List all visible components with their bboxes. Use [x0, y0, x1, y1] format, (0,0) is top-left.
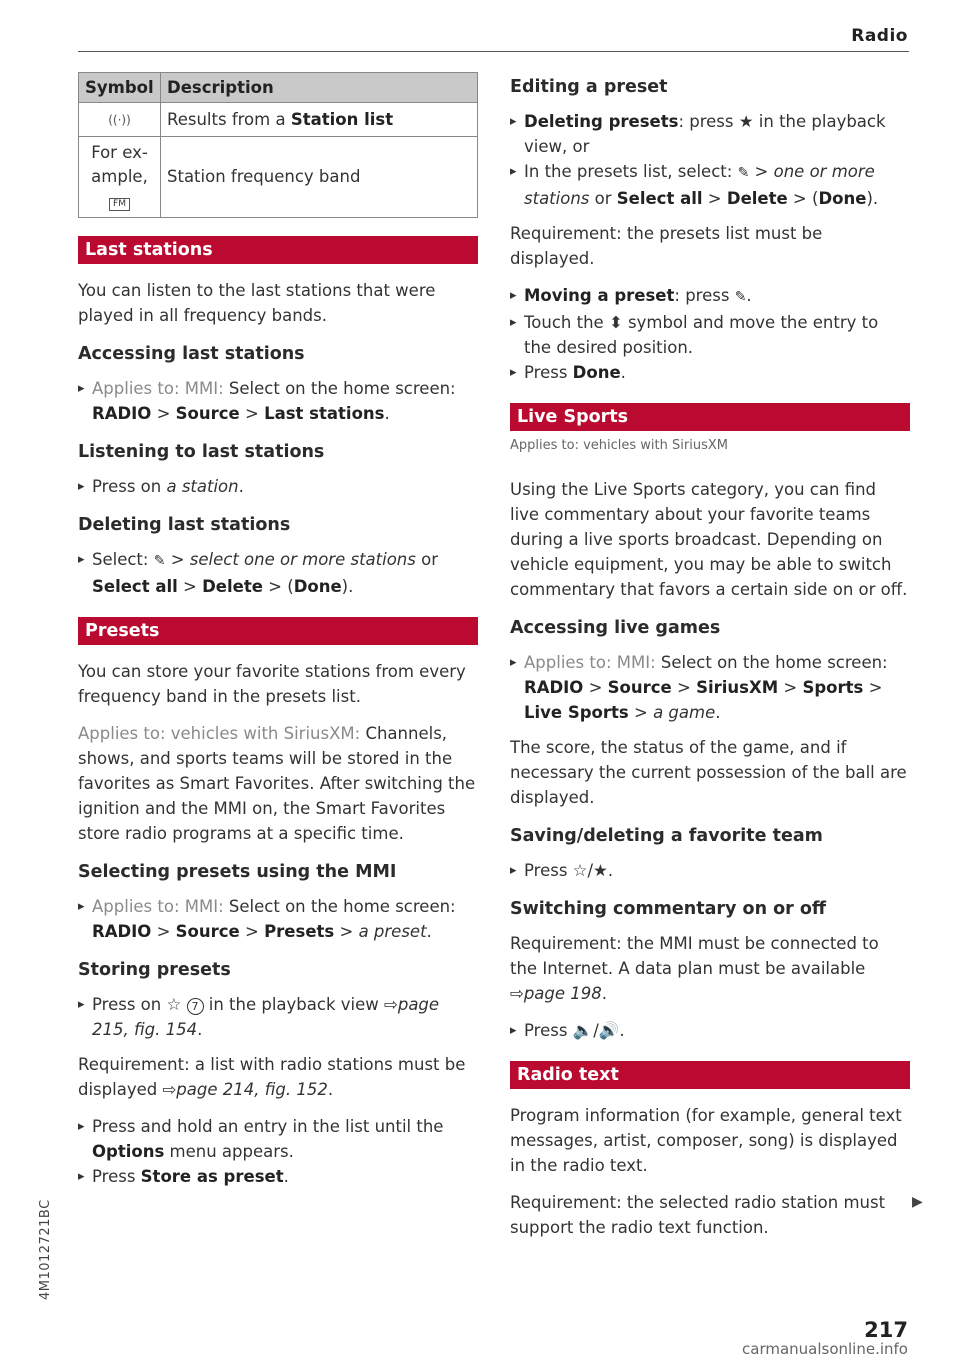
- star-filled-icon: ★: [593, 861, 608, 880]
- right-column: [510, 75, 910, 1252]
- list-item: ▸ Press on a station.: [78, 474, 478, 499]
- table-header-description: Description: [161, 73, 478, 103]
- paragraph: Requirement: the MMI must be connected to the Internet. A data plan must be available ⇨page 198.: [510, 934, 879, 1003]
- heading-accessing-live-games: Accessing live games: [510, 618, 721, 638]
- speaker-icon: 🔈: [572, 1021, 594, 1040]
- list-item: ▸ Touch the ⬍ symbol and move the entry to the desired position.: [510, 310, 910, 360]
- paragraph: Requirement: the presets list must be displayed.: [510, 224, 823, 268]
- list-item: ▸ Applies to: MMI: Select on the home screen: RADIO > Source > SiriusXM > Sports > Live Sports > a game.: [510, 650, 910, 725]
- page-number: 217: [864, 1318, 908, 1342]
- table-row: ((·)) Results from a Station list: [79, 103, 478, 137]
- paragraph: You can store your favorite stations from every frequency band in the presets list.: [78, 662, 466, 706]
- list-item: ▸ Press Done.: [510, 360, 910, 385]
- list-item: ▸ In the presets list, select: ✎ > one or more stations or Select all > Delete > (Done).: [510, 159, 910, 211]
- heading-editing-preset: Editing a preset: [510, 77, 668, 97]
- callout-number: 7: [187, 998, 204, 1015]
- list-item: ▸ Moving a preset: press ✎.: [510, 283, 910, 310]
- list-item: ▸ Applies to: MMI: Select on the home screen: RADIO > Source > Presets > a preset.: [78, 894, 478, 944]
- speaker-icon: 🔊: [598, 1021, 620, 1040]
- heading-accessing-last-stations: Accessing last stations: [78, 344, 305, 364]
- list-item: ▸ Deleting presets: press ★ in the playback view, or: [510, 109, 910, 159]
- left-column: [78, 72, 478, 1199]
- symbol-table: [78, 72, 478, 218]
- header-divider: [78, 51, 909, 52]
- heading-deleting-last-stations: Deleting last stations: [78, 515, 291, 535]
- paragraph: Applies to: vehicles with SiriusXM: Channels, shows, and sports teams will be stored in the favorites as Smart Favorites. After switching the ignition and the MMI on, the Smart Favorites store radio programs at a specific time.: [78, 724, 476, 843]
- paragraph: Requirement: the selected radio station must support the radio text function.: [510, 1193, 886, 1237]
- star-filled-icon: ★: [738, 112, 754, 131]
- section-title-radio-text: Radio text: [510, 1061, 910, 1089]
- heading-listening: Listening to last stations: [78, 442, 325, 462]
- paragraph: Program information (for example, general text messages, artist, composer, song) is displayed in the radio text.: [510, 1106, 902, 1175]
- fm-band-icon: FM: [109, 198, 130, 211]
- list-item: ▸ Press Store as preset.: [78, 1164, 478, 1189]
- heading-selecting-presets: Selecting presets using the MMI: [78, 862, 397, 882]
- heading-saving-team: Saving/deleting a favorite team: [510, 826, 823, 846]
- heading-storing-presets: Storing presets: [78, 960, 231, 980]
- list-item: ▸ Applies to: MMI: Select on the home screen: RADIO > Source > Last stations.: [78, 376, 478, 426]
- ref-arrow-icon: ⇨: [384, 995, 398, 1014]
- edit-list-icon: ✎: [737, 165, 750, 181]
- list-item: ▸ Select: ✎ > select one or more stations or Select all > Delete > (Done).: [78, 547, 478, 599]
- list-item: ▸ Press on ☆ 7 in the playback view ⇨page 215, fig. 154.: [78, 992, 478, 1042]
- table-row: For ex- ample, FM Station frequency band: [79, 137, 478, 218]
- antenna-icon: ((·)): [108, 113, 131, 127]
- next-arrow-icon: ▶: [912, 1194, 923, 1210]
- list-item: ▸ Press ☆/★.: [510, 858, 910, 883]
- applies-note: Applies to: vehicles with SiriusXM: [510, 438, 728, 453]
- star-outline-icon: ☆: [166, 995, 182, 1014]
- ref-arrow-icon: ⇨: [510, 984, 524, 1003]
- paragraph: The score, the status of the game, and if necessary the current possession of the ball are displayed.: [510, 738, 907, 807]
- ref-arrow-icon: ⇨: [162, 1080, 177, 1099]
- table-header-symbol: Symbol: [79, 73, 161, 103]
- document-code: 4M1012721BC: [38, 1199, 53, 1300]
- move-arrows-icon: ⬍: [608, 313, 623, 332]
- header-title: Radio: [851, 26, 908, 46]
- list-item: ▸ Press and hold an entry in the list until the Options menu appears.: [78, 1114, 478, 1164]
- edit-list-icon: ✎: [734, 289, 747, 305]
- star-outline-icon: ☆: [572, 861, 588, 880]
- paragraph: Using the Live Sports category, you can find live commentary about your favorite teams during a live sports broadcast. Depending on vehicle equipment, you may be able to switch commentary that favors a certain side on or off.: [510, 480, 908, 599]
- paragraph: Requirement: a list with radio stations must be displayed ⇨page 214, fig. 152.: [78, 1055, 466, 1099]
- list-item: ▸ Press 🔈/🔊.: [510, 1018, 910, 1043]
- watermark: carmanualsonline.info: [742, 1340, 908, 1358]
- section-title-live-sports: Live Sports: [510, 403, 910, 431]
- heading-switching-commentary: Switching commentary on or off: [510, 899, 827, 919]
- section-title-last-stations: Last stations: [78, 236, 478, 264]
- paragraph: You can listen to the last stations that were played in all frequency bands.: [78, 281, 436, 325]
- edit-list-icon: ✎: [153, 553, 166, 569]
- section-title-presets: Presets: [78, 617, 478, 645]
